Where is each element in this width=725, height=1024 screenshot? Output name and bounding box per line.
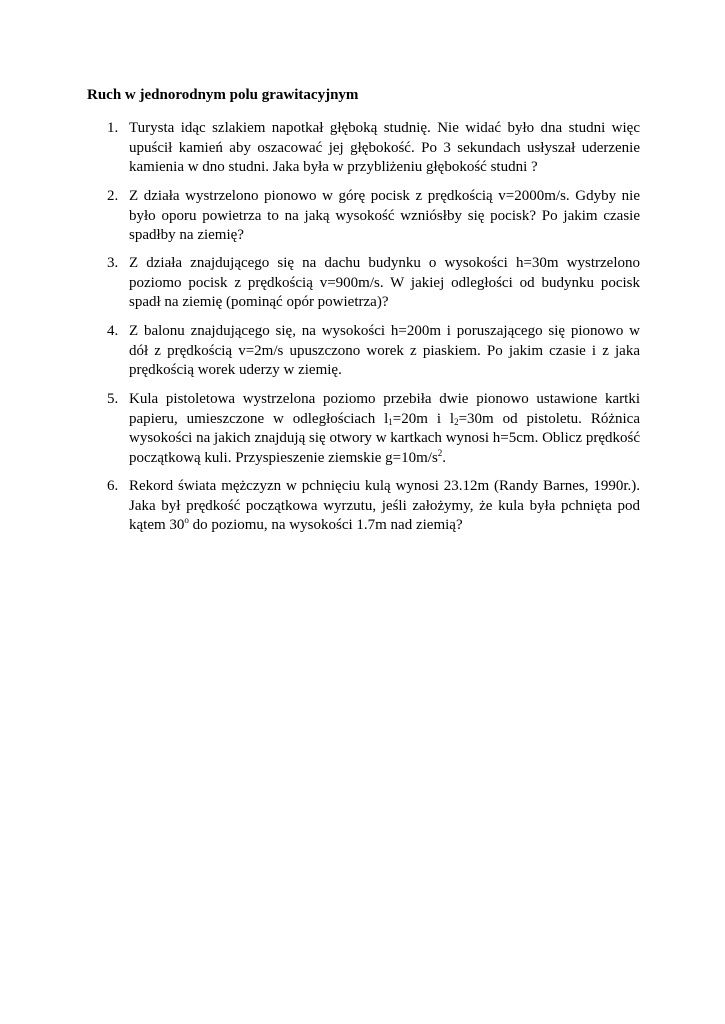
problem-number: 6. <box>107 478 119 494</box>
problem-text-part: Rekord świata mężczyzn w pchnięciu kulą wynosi 23.12m (Randy Barnes, 1990r.). Jaka był prędkość początkowa wyrzutu, jeśli założymy, że kula była pchnięta pod kątem 30 <box>129 478 640 534</box>
problem-number: 5. <box>107 391 119 407</box>
problem-text-part: =20m i l <box>392 410 455 427</box>
problem-number: 4. <box>107 323 119 339</box>
problem-text-part: Kula pistoletowa wystrzelona poziomo przebiła dwie pionowo ustawione kartki papieru, umieszczone w odległościach l <box>129 391 640 427</box>
problem-item <box>107 390 640 468</box>
problem-text <box>129 390 640 468</box>
superscript: 2 <box>437 447 443 458</box>
problem-item <box>107 254 640 313</box>
problem-item <box>107 187 640 246</box>
problem-text: Turysta idąc szlakiem napotkał głęboką studnię. Nie widać było dna studni więc upuścił kamień aby oszacować jej głębokość. Po 3 sekundach usłyszał uderzenie kamienia w dno studni. Jaka była w przybliżeniu głębokość studni ? <box>129 120 640 176</box>
superscript: o <box>184 515 189 526</box>
problem-number: 1. <box>107 120 119 136</box>
problem-text-part: =30m od pistoletu. Różnica wysokości na jakich znajdują się otwory w kartkach wynosi h=5cm. Oblicz prędkość początkową kuli. Przyspieszenie ziemskie g=10m/s <box>129 410 640 466</box>
problem-text-part: . <box>442 449 447 466</box>
problem-text-part: do poziomu, na wysokości 1.7m nad ziemią? <box>188 517 463 534</box>
problem-text: Z działa znajdującego się na dachu budynku o wysokości h=30m wystrzelono poziomo pocisk z prędkością v=900m/s. W jakiej odległości od budynku pocisk spadł na ziemię (pominąć opór powietrza)? <box>129 255 640 311</box>
subscript: 2 <box>454 416 459 427</box>
problem-text: Z działa wystrzelono pionowo w górę pocisk z prędkością v=2000m/s. Gdyby nie było oporu powietrza to na jaką wysokość wzniósłby się pocisk? Po jakim czasie spadłby na ziemię? <box>129 188 640 244</box>
problem-number: 3. <box>107 255 119 271</box>
problem-number: 2. <box>107 188 119 204</box>
document-title: Ruch w jednorodnym polu grawitacyjnym <box>87 87 359 103</box>
problem-item <box>107 477 640 536</box>
problem-item <box>107 119 640 178</box>
problem-item <box>107 322 640 381</box>
problem-text: Z balonu znajdującego się, na wysokości h=200m i poruszającego się pionowo w dół z prędkością v=2m/s upuszczono worek z piaskiem. Po jakim czasie i z jaka prędkością worek uderzy w ziemię. <box>129 323 640 379</box>
problem-text <box>129 477 640 536</box>
subscript: 1 <box>388 416 393 427</box>
